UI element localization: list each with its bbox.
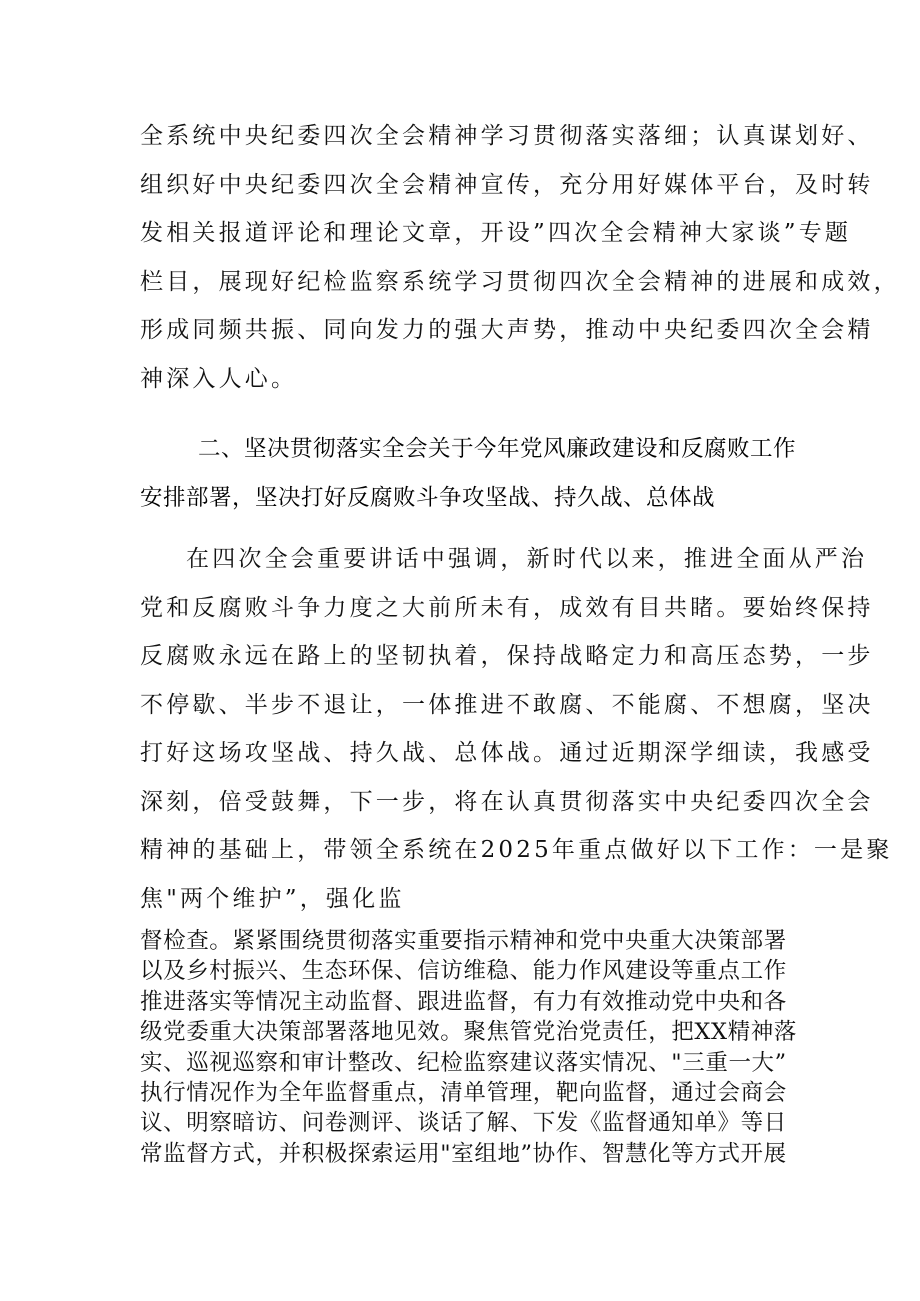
text-line: 打好这场攻坚战、持久战、总体战。通过近期深学细读，我感受 <box>140 740 874 766</box>
text-line: 督检查。紧紧围绕贯彻落实重要指示精神和党中央重大决策部署 <box>140 928 787 954</box>
heading-line: 二、坚决贯彻落实全会关于今年党风廉政建设和反腐败工作 <box>198 436 797 462</box>
text-line: 深刻，倍受鼓舞，下一步，将在认真贯彻落实中央纪委四次全会 <box>140 788 874 815</box>
text-line: 反腐败永远在路上的坚韧执着，保持战略定力和高压态势，一步 <box>140 643 874 669</box>
text-line: 级党委重大决策部署落地见效。聚焦管党治党责任，把XX精神落 <box>140 1019 797 1046</box>
paragraph-2 <box>140 535 893 923</box>
text-line: 焦"两个维护”，强化监 <box>140 885 405 912</box>
heading-line: 安排部署，坚决打好反腐败斗争攻坚战、持久战、总体战 <box>140 484 716 511</box>
text-line: 不停歇、半步不退让，一体推进不敢腐、不能腐、不想腐，坚决 <box>140 691 874 718</box>
text-line: 以及乡村振兴、生态环保、信访维稳、能力作风建设等重点工作 <box>140 958 787 985</box>
text-line: 在四次全会重要讲话中强调，新时代以来，推进全面从严治 <box>186 546 868 572</box>
paragraph-1 <box>140 112 900 403</box>
text-line: 组织好中央纪委四次全会精神宣传，充分用好媒体平台，及时转 <box>140 171 874 198</box>
text-line: 全系统中央纪委四次全会精神学习贯彻落实落细；认真谋划好、 <box>140 123 874 149</box>
text-line: 神深入人心。 <box>140 365 298 392</box>
text-line: 栏目，展现好纪检监察系统学习贯彻四次全会精神的进展和成效， <box>140 268 900 295</box>
text-line: 党和反腐败斗争力度之大前所未有，成效有目共睹。要始终保持 <box>140 594 874 621</box>
text-line: 议、明察暗访、问卷测评、谈话了解、下发《监督通知单》等日 <box>140 1110 787 1137</box>
text-line: 实、巡视巡察和审计整改、纪检监察建议落实情况、"三重一大” <box>140 1049 787 1076</box>
text-line: 精神的基础上，带领全系统在2025年重点做好以下工作：一是聚 <box>140 837 893 863</box>
section-heading <box>140 425 796 522</box>
text-line: 执行情况作为全年监督重点，清单管理，靶向监督，通过会商会 <box>140 1079 787 1106</box>
text-line: 常监督方式，并积极探索运用"室组地”协作、智慧化等方式开展 <box>140 1140 787 1167</box>
paragraph-3 <box>140 926 797 1169</box>
text-line: 形成同频共振、同向发力的强大声势，推动中央纪委四次全会精 <box>140 317 874 343</box>
text-line: 发相关报道评论和理论文章，开设”四次全会精神大家谈”专题 <box>140 220 852 246</box>
text-line: 推进落实等情况主动监督、跟进监督，有力有效推动党中央和各 <box>140 988 787 1015</box>
